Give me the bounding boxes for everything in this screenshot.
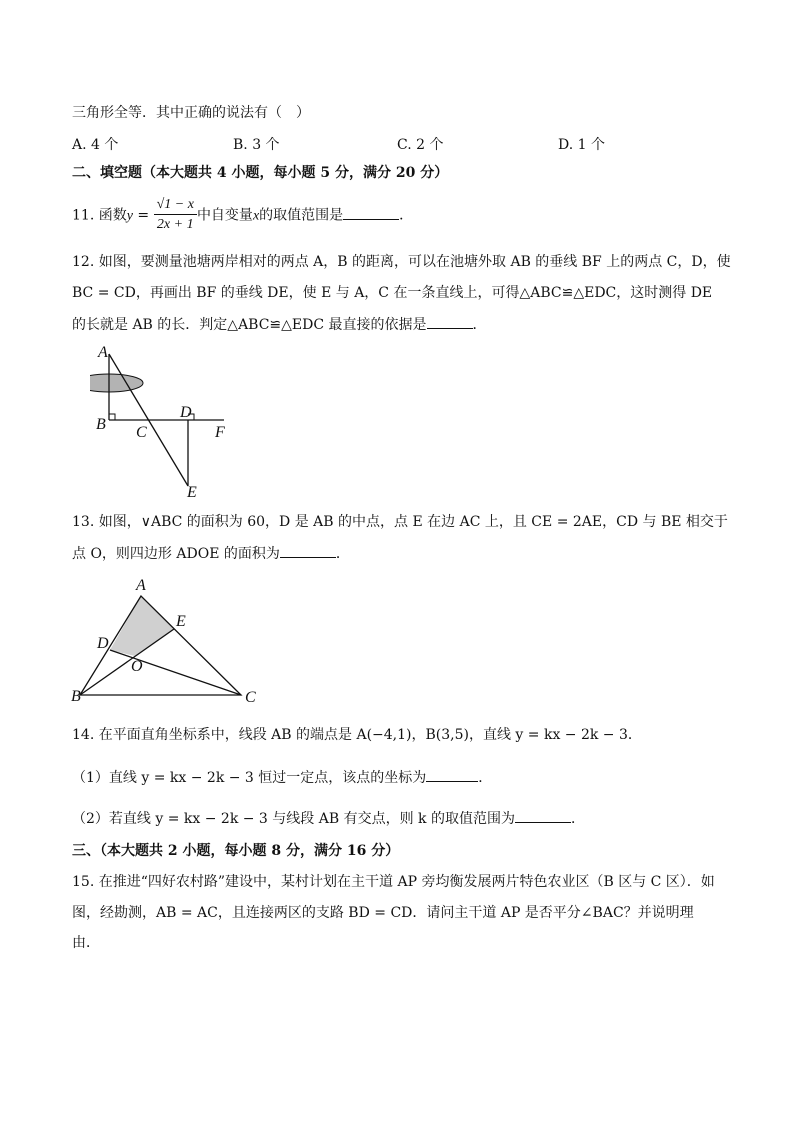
label-c: C <box>136 424 147 441</box>
q11-x: x <box>252 208 260 224</box>
q13-answer-blank[interactable] <box>280 543 336 558</box>
q13-line2: 点 O，则四边形 ADOE 的面积为 <box>72 546 280 562</box>
q13-figure <box>66 572 266 712</box>
q11-numerator: √1 − x <box>154 196 197 215</box>
q11-post: 的取值范围是 <box>259 207 344 224</box>
label-a: A <box>136 577 146 594</box>
q12-line2: BC = CD，再画出 BF 的垂线 DE，使 E 与 A，C 在一条直线上，可得△ABC≌△EDC，这时测得 DE <box>72 285 713 301</box>
label-b: B <box>71 688 81 705</box>
q14-part1-period: ． <box>478 770 493 786</box>
q11-eq: = <box>132 207 154 224</box>
shaded-adoe <box>110 596 174 656</box>
q14-part2-period: ． <box>570 811 585 827</box>
q12-answer-blank[interactable] <box>427 314 473 329</box>
q11-denominator: 2x + 1 <box>156 217 194 232</box>
label-f: F <box>215 424 225 441</box>
pond-ellipse <box>90 374 143 392</box>
q11-pre: 函数 <box>98 207 127 224</box>
q13-period: ． <box>335 546 350 562</box>
label-d: D <box>180 404 192 421</box>
right-angle-b <box>109 414 115 420</box>
q14-part2-answer-blank[interactable] <box>515 808 571 823</box>
q11-period: ． <box>399 207 414 224</box>
q12-line3-wrap <box>72 314 487 335</box>
q12-period: ． <box>472 317 487 333</box>
q12-figure <box>90 340 270 502</box>
segment-cd <box>110 650 241 695</box>
q11-y: y <box>126 208 133 224</box>
q11-answer-blank[interactable] <box>343 205 399 220</box>
label-d: D <box>97 635 109 652</box>
q15-line1: 15. 在推进“四好农村路”建设中，某村计划在主干道 AP 旁均衡发展两片特色农业区（B 区与 C 区）．如 <box>72 874 715 890</box>
q10-tail: 三角形全等．其中正确的说法有（ ） <box>72 105 310 121</box>
q11 <box>72 196 413 236</box>
q14-part2-wrap <box>72 808 585 829</box>
q11-mid: 中自变量 <box>196 207 253 224</box>
q14-stem: 14. 在平面直角坐标系中，线段 AB 的端点是 A(−4,1)，B(3,5)，直线 y = kx − 2k − 3． <box>72 727 642 743</box>
section3-heading: 三、（本大题共 2 小题，每小题 8 分，满分 16 分） <box>72 843 400 859</box>
label-a: A <box>98 344 108 361</box>
q15-line3: 由． <box>72 935 100 951</box>
label-c: C <box>245 689 256 706</box>
section2-heading: 二、填空题（本大题共 4 小题，每小题 5 分，满分 20 分） <box>72 165 449 181</box>
q14-part1: （1）直线 y = kx − 2k − 3 恒过一定点，该点的坐标为 <box>72 770 427 786</box>
q10-option-b: B. 3 个 <box>233 137 280 153</box>
q10-option-c: C. 2 个 <box>397 137 444 153</box>
q10-option-d: D. 1 个 <box>558 137 605 153</box>
q14-part2: （2）若直线 y = kx − 2k − 3 与线段 AB 有交点，则 k 的取值范围为 <box>72 811 515 827</box>
q12-line1: 12. 如图，要测量池塘两岸相对的两点 A，B 的距离，可以在池塘外取 AB 的垂线 BF 上的两点 C，D，使 <box>72 254 731 270</box>
q15-line2: 图，经勘测，AB = AC，且连接两区的支路 BD = CD．请问主干道 AP 是否平分∠BAC？并说明理 <box>72 905 694 921</box>
q11-number: 11. <box>72 207 95 224</box>
q12-line3: 的长就是 AB 的长．判定△ABC≌△EDC 最直接的依据是 <box>72 317 427 333</box>
label-b: B <box>96 416 106 433</box>
q14-part1-answer-blank[interactable] <box>426 767 478 782</box>
q10-option-a: A. 4 个 <box>72 137 119 153</box>
q13-line2-wrap <box>72 543 350 564</box>
label-o: O <box>131 658 143 675</box>
q13-line1: 13. 如图，∨ABC 的面积为 60，D 是 AB 的中点，点 E 在边 AC 上，且 CE = 2AE，CD 与 BE 相交于 <box>72 514 728 530</box>
label-e: E <box>187 484 197 501</box>
label-e: E <box>176 613 186 630</box>
q11-fraction <box>154 196 197 235</box>
q14-part1-wrap <box>72 767 492 788</box>
